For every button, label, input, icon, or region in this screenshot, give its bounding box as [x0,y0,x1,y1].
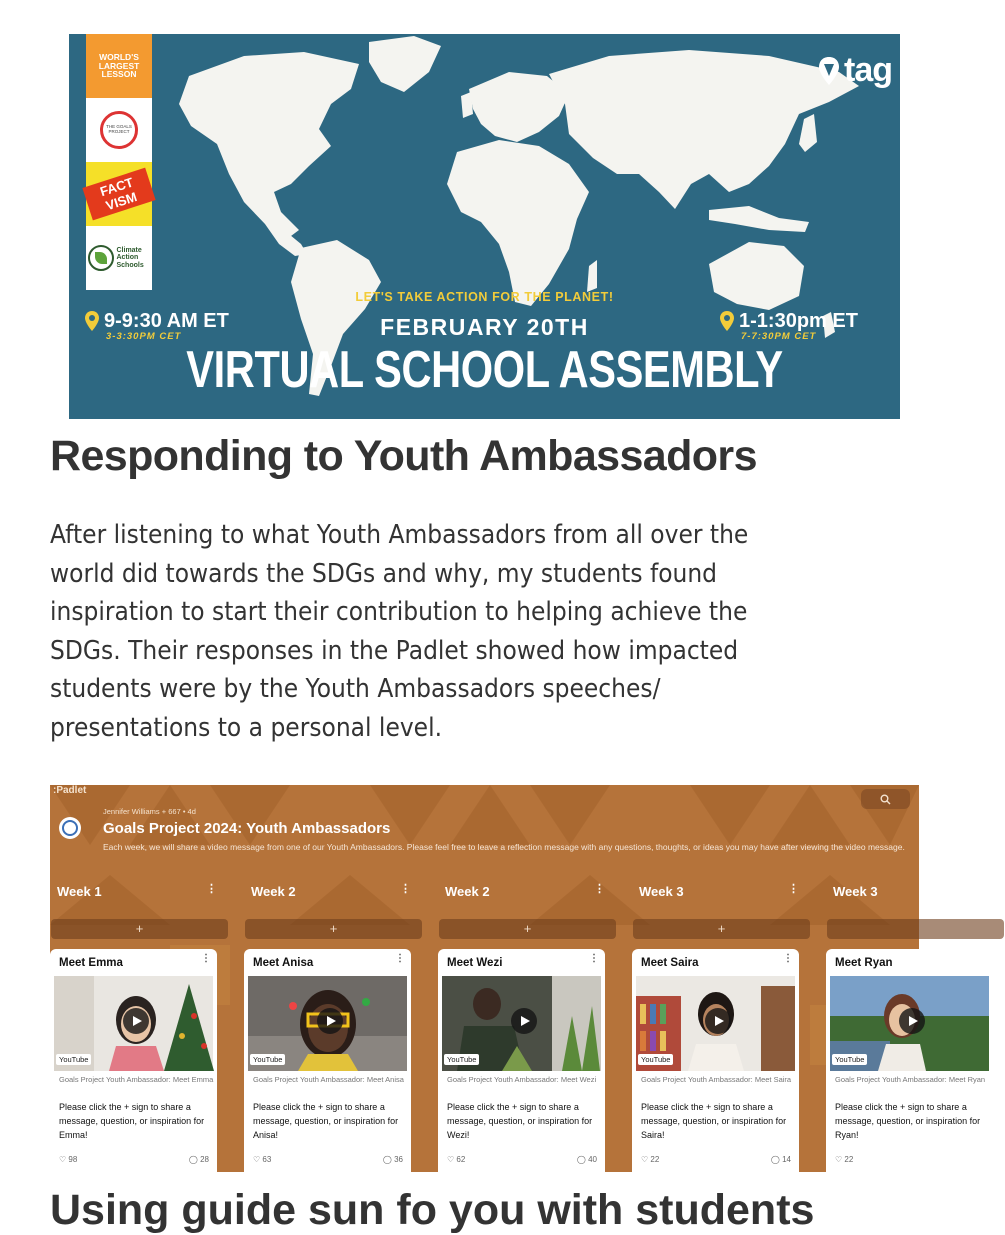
post-menu-icon[interactable]: ⋮ [783,953,793,964]
video-source-label: YouTube [832,1054,867,1065]
paragraph-line: presentations to a personal level. [50,712,443,743]
column-header [632,881,811,903]
worlds-largest-lesson-logo [86,34,152,98]
post-body: Please click the + sign to share a message, question, or inspiration for Ryan! [835,1102,981,1140]
comment-count[interactable] [383,1155,403,1164]
comment-count[interactable] [771,1155,791,1164]
column-title: Week 2 [251,884,296,899]
post-body: Please click the + sign to share a message, question, or inspiration for Emma! [59,1102,205,1140]
add-post-button[interactable]: + [633,919,810,939]
video-thumbnail[interactable] [248,976,407,1071]
paragraph-line: After listening to what Youth Ambassadors from all over the [50,520,749,550]
video-thumbnail[interactable] [54,976,213,1071]
post-menu-icon[interactable]: ⋮ [201,953,211,964]
post-body: Please click the + sign to share a message, question, or inspiration for Anisa! [253,1102,399,1140]
comment-icon: ◯ [382,1155,392,1164]
session-time: 1-1:30pm ET [739,310,858,332]
heart-icon: ♡ [253,1155,261,1164]
tag-pin-icon [818,56,840,86]
video-source-label: YouTube [638,1054,673,1065]
partner-logo-text: THE GOALS PROJECT [106,124,132,134]
heart-icon: ♡ [835,1155,843,1164]
partner-logo-text: Climate Action Schools [116,246,144,269]
post-card[interactable] [632,949,799,1179]
climate-action-schools-logo [86,226,152,290]
like-count[interactable] [641,1155,659,1164]
location-pin-icon [719,310,735,332]
paragraph-line: world did towards the SDGs and why, my students found [50,558,718,589]
goals-project-logo [86,98,152,162]
video-thumbnail[interactable] [636,976,795,1071]
post-card[interactable] [438,949,605,1179]
partner-logo-text: FACT VISM [82,168,155,221]
board-description: Each week, we will share a video message from one of our Youth Ambassadors. Please feel free to leave a reflection message with any questions, thoughts, or ideas you may have after viewing the video message. [103,842,905,852]
post-body: Please click the + sign to share a message, question, or inspiration for Wezi! [447,1102,593,1140]
comment-number: 28 [200,1155,209,1164]
padlet-brand: :Padlet [53,785,87,796]
column-menu-icon[interactable]: ⋮ [788,883,799,895]
play-icon[interactable] [705,1008,731,1034]
column-header [244,881,423,903]
post-link-title[interactable]: Goals Project Youth Ambassador: Meet Wezi [447,1075,597,1084]
section-paragraph [50,516,914,747]
next-section-heading: Using guide sun fo you with students [50,1186,815,1234]
tag-logo-text: tag [844,51,892,89]
post-title: Meet Wezi [447,957,503,969]
padlet-board-screenshot [50,785,986,1172]
post-title: Meet Anisa [253,957,314,969]
comment-number: 36 [394,1155,403,1164]
like-count[interactable] [447,1155,465,1164]
post-menu-icon[interactable]: ⋮ [589,953,599,964]
section-heading: Responding to Youth Ambassadors [50,432,757,480]
paragraph-line: SDGs. Their responses in the Padlet showed how impacted [50,635,739,666]
session-time-cet: 3-3:30PM CET [106,331,182,342]
column-menu-icon[interactable]: ⋮ [400,883,411,895]
video-thumbnail[interactable] [442,976,601,1071]
add-post-button[interactable]: + [51,919,228,939]
post-link-title[interactable]: Goals Project Youth Ambassador: Meet Ryan [835,1075,986,1084]
comment-count[interactable] [577,1155,597,1164]
column-header [50,881,229,903]
play-icon[interactable] [123,1008,149,1034]
add-post-button[interactable]: + [245,919,422,939]
post-link-title[interactable]: Goals Project Youth Ambassador: Meet Saira [641,1075,792,1084]
post-title: Meet Ryan [835,957,893,969]
add-post-button[interactable] [827,919,1004,939]
factivism-logo [86,162,152,226]
post-menu-icon[interactable]: ⋮ [395,953,405,964]
like-number: 63 [262,1155,272,1164]
leaf-icon [88,245,114,271]
post-card[interactable] [826,949,993,1179]
heart-icon: ♡ [447,1155,455,1164]
heart-icon: ♡ [641,1155,649,1164]
comment-number: 40 [588,1155,597,1164]
video-thumbnail[interactable] [830,976,989,1071]
like-number: 98 [68,1155,78,1164]
paragraph-line: inspiration to start their contribution to helping achieve the [50,597,748,627]
board-author: Jennifer Williams + 667 • 4d [103,807,196,816]
column-title: Week 3 [833,884,878,899]
partner-logos [86,34,152,290]
column-title: Week 2 [445,884,490,899]
add-post-button[interactable]: + [439,919,616,939]
play-icon[interactable] [899,1008,925,1034]
post-link-title[interactable]: Goals Project Youth Ambassador: Meet Emma [59,1075,214,1084]
like-count[interactable] [253,1155,271,1164]
comment-count[interactable] [189,1155,209,1164]
comment-icon: ◯ [188,1155,198,1164]
session-time: 9-9:30 AM ET [104,310,229,332]
column-menu-icon[interactable]: ⋮ [206,883,217,895]
video-source-label: YouTube [250,1054,285,1065]
heart-icon: ♡ [59,1155,67,1164]
play-icon[interactable] [511,1008,537,1034]
like-count[interactable] [59,1155,77,1164]
post-body: Please click the + sign to share a message, question, or inspiration for Saira! [641,1102,787,1140]
banner-date: FEBRUARY 20TH [380,314,589,340]
post-card[interactable] [50,949,217,1179]
video-source-label: YouTube [444,1054,479,1065]
search-button[interactable] [861,789,910,809]
comment-icon: ◯ [770,1155,780,1164]
post-title: Meet Emma [59,957,123,969]
session-time-right [719,310,858,342]
post-link-title[interactable]: Goals Project Youth Ambassador: Meet Anisa [253,1075,404,1084]
session-time-cet: 7-7:30PM CET [741,331,817,342]
assembly-banner [69,34,900,419]
like-number: 62 [456,1155,466,1164]
play-icon[interactable] [317,1008,343,1034]
paragraph-line: students were by the Youth Ambassadors speeches/ [50,674,661,704]
column-header [438,881,617,903]
comment-icon: ◯ [576,1155,586,1164]
like-number: 22 [650,1155,660,1164]
banner-tagline: LET'S TAKE ACTION FOR THE PLANET! [355,290,614,304]
like-count[interactable] [835,1155,853,1164]
column-title: Week 3 [639,884,684,899]
banner-title: VIRTUAL SCHOOL ASSEMBLY [186,341,783,399]
column-header [826,881,1005,903]
partner-logo-text: WORLD'S LARGEST LESSON [98,51,140,80]
board-avatar [59,817,81,839]
post-title: Meet Saira [641,957,699,969]
search-icon [880,794,891,805]
video-source-label: YouTube [56,1054,91,1065]
comment-number: 14 [782,1155,791,1164]
tag-logo [818,51,892,90]
board-title: Goals Project 2024: Youth Ambassadors [103,820,391,837]
post-card[interactable] [244,949,411,1179]
like-number: 22 [844,1155,854,1164]
column-menu-icon[interactable]: ⋮ [594,883,605,895]
column-title: Week 1 [57,884,102,899]
